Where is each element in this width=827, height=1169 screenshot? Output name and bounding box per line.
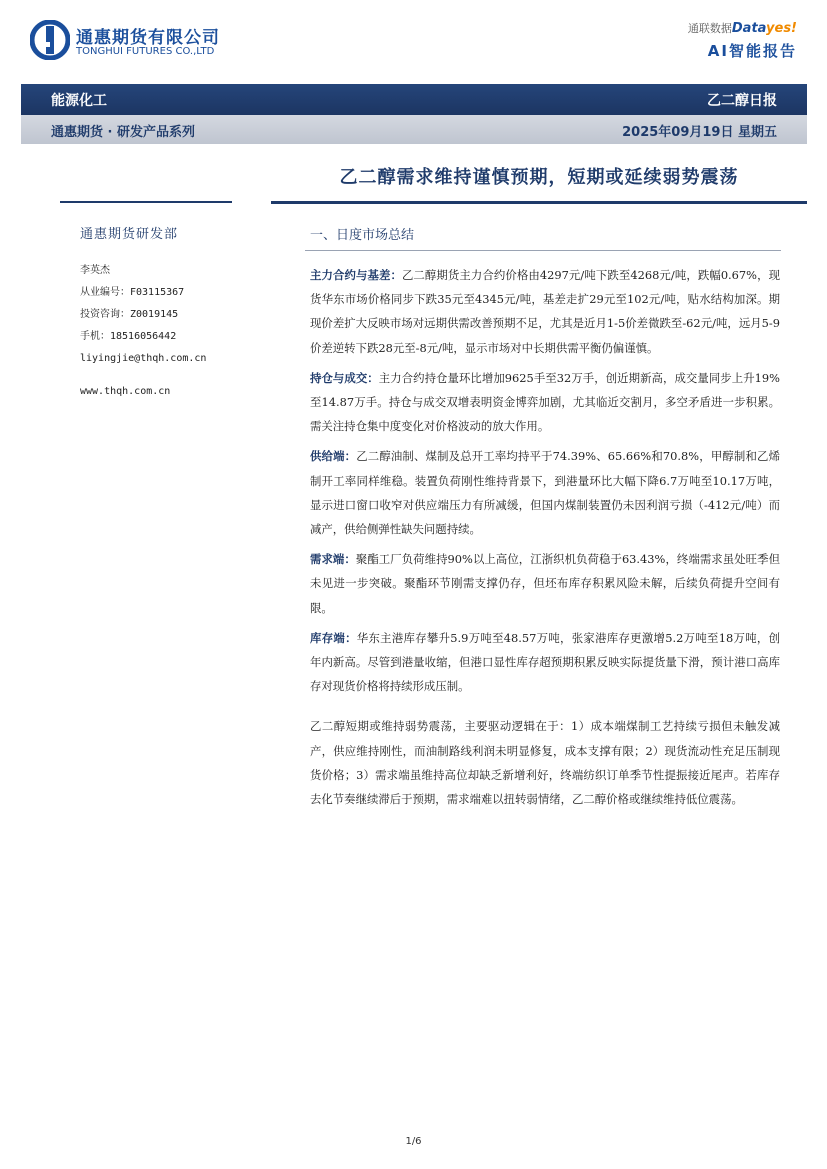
paragraph-label: 需求端： — [310, 552, 356, 567]
paragraph-text: 乙二醇油制、煤制及总开工率均持平于74.39%、65.66%和70.8%，甲醇制和乙烯制开工率同样维稳。装置负荷刚性维持背景下，到港量环比大幅下降6.7万吨至10.17万吨，显示进口窗口收窄对供应端压力有所减缓，但国内煤制装置仍未因利润亏损（-412元/吨）而减产，供给侧弹性缺失问题持续。 — [310, 449, 780, 537]
series-band — [21, 115, 807, 144]
website-link[interactable]: www.thqh.com.cn — [80, 386, 171, 397]
license-number: 从业编号：F03115367 — [80, 287, 185, 298]
category-band — [21, 84, 807, 115]
paragraph-conclusion: 乙二醇短期或维持弱势震荡，主要驱动逻辑在于：1）成本端煤制工艺持续亏损但未触发减产，供应维持刚性，而油制路线利润未明显修复，成本支撑有限；2）现货流动性充足压制现货价格；3）需求端虽维持高位却缺乏新增利好，终端纺织订单季节性提振接近尾声。若库存去化节奏继续滞后于预期，需求端难以扭转弱情绪，乙二醇价格或继续维持低位震荡。 — [310, 719, 780, 807]
company-name-en: TONGHUI FUTURES CO.,LTD — [76, 46, 215, 57]
report-title: 乙二醇需求维持谨慎预期，短期或延续弱势震荡 — [339, 167, 739, 188]
paragraph-label: 库存端： — [310, 630, 357, 645]
report-type-label: 乙二醇日报 — [707, 93, 777, 109]
section-heading: 一、日度市场总结 — [310, 228, 415, 243]
author-sidebar — [80, 223, 260, 397]
report-date: 2025年09月19日 星期五 — [622, 125, 777, 140]
paragraph-contract-basis — [310, 263, 780, 360]
paragraph-label: 供给端： — [310, 449, 357, 464]
paragraph-text: 乙二醇期货主力合约价格由4297元/吨下跌至4268元/吨，跌幅0.67%，现货华东市场价格同步下跌35元至4345元/吨，基差走扩29元至102元/吨，贴水结构加深。期现价差扩大反映市场对远期供需改善预期不足，尤其是近月1-5价差微跌至-62元/吨，远月5-9价差逆转下跌28元至-8元/吨，显示市场对中长期供需平衡仍偏谨慎。 — [310, 268, 780, 355]
page-number: 1/6 — [405, 1136, 422, 1147]
paragraph-label: 持仓与成交： — [310, 370, 379, 385]
title-divider — [271, 201, 807, 204]
ai-report-label: AI智能报告 — [707, 42, 797, 60]
report-content — [310, 263, 780, 817]
section-divider — [305, 250, 781, 251]
company-logo — [30, 20, 230, 62]
research-dept: 通惠期货研发部 — [80, 227, 179, 242]
paragraph-demand — [310, 547, 780, 620]
paragraph-text: 华东主港库存攀升5.9万吨至48.57万吨，张家港库存更激增5.2万吨至18万吨，创年内新高。尽管到港量收缩，但港口显性库存超预期积累反映实际提货量下滑，预计港口高库存对现货价格将持续形成压制。 — [310, 630, 780, 694]
partner-brand — [597, 20, 797, 36]
sidebar-divider — [60, 201, 232, 203]
category-label: 能源化工 — [51, 93, 107, 109]
partner-prefix: 通联数据 — [687, 22, 732, 35]
email-address[interactable]: liyingjie@thqh.com.cn — [80, 353, 207, 364]
author-name: 李英杰 — [80, 265, 110, 276]
company-logo-icon — [30, 20, 70, 60]
paragraph-text: 主力合约持仓量环比增加9625手至32万手，创近期新高，成交量同步上升19%至14.87万手。持仓与成交双增表明资金博弈加剧，尤其临近交割月，多空矛盾进一步积累。需关注持仓集中度变化对价格波动的放大作用。 — [310, 370, 780, 434]
paragraph-inventory — [310, 626, 780, 699]
paragraph-text: 聚酯工厂负荷维持90%以上高位，江浙织机负荷稳于63.43%，终端需求虽处旺季但未见进一步突破。聚酯环节刚需支撑仍存，但坯布库存积累风险未解，后续负荷提升空间有限。 — [310, 552, 780, 615]
series-label: 通惠期货 · 研发产品系列 — [51, 125, 195, 140]
partner-data: Data — [731, 21, 767, 36]
partner-logo — [597, 20, 797, 60]
advisory-number: 投资咨询：Z0019145 — [80, 309, 179, 320]
partner-yes: yes! — [766, 21, 797, 36]
phone-number: 手机：18516056442 — [80, 331, 177, 342]
paragraph-position-volume — [310, 366, 780, 439]
paragraph-supply — [310, 444, 780, 541]
company-name-cn: 通惠期货有限公司 — [76, 28, 220, 48]
paragraph-label: 主力合约与基差： — [310, 268, 402, 282]
